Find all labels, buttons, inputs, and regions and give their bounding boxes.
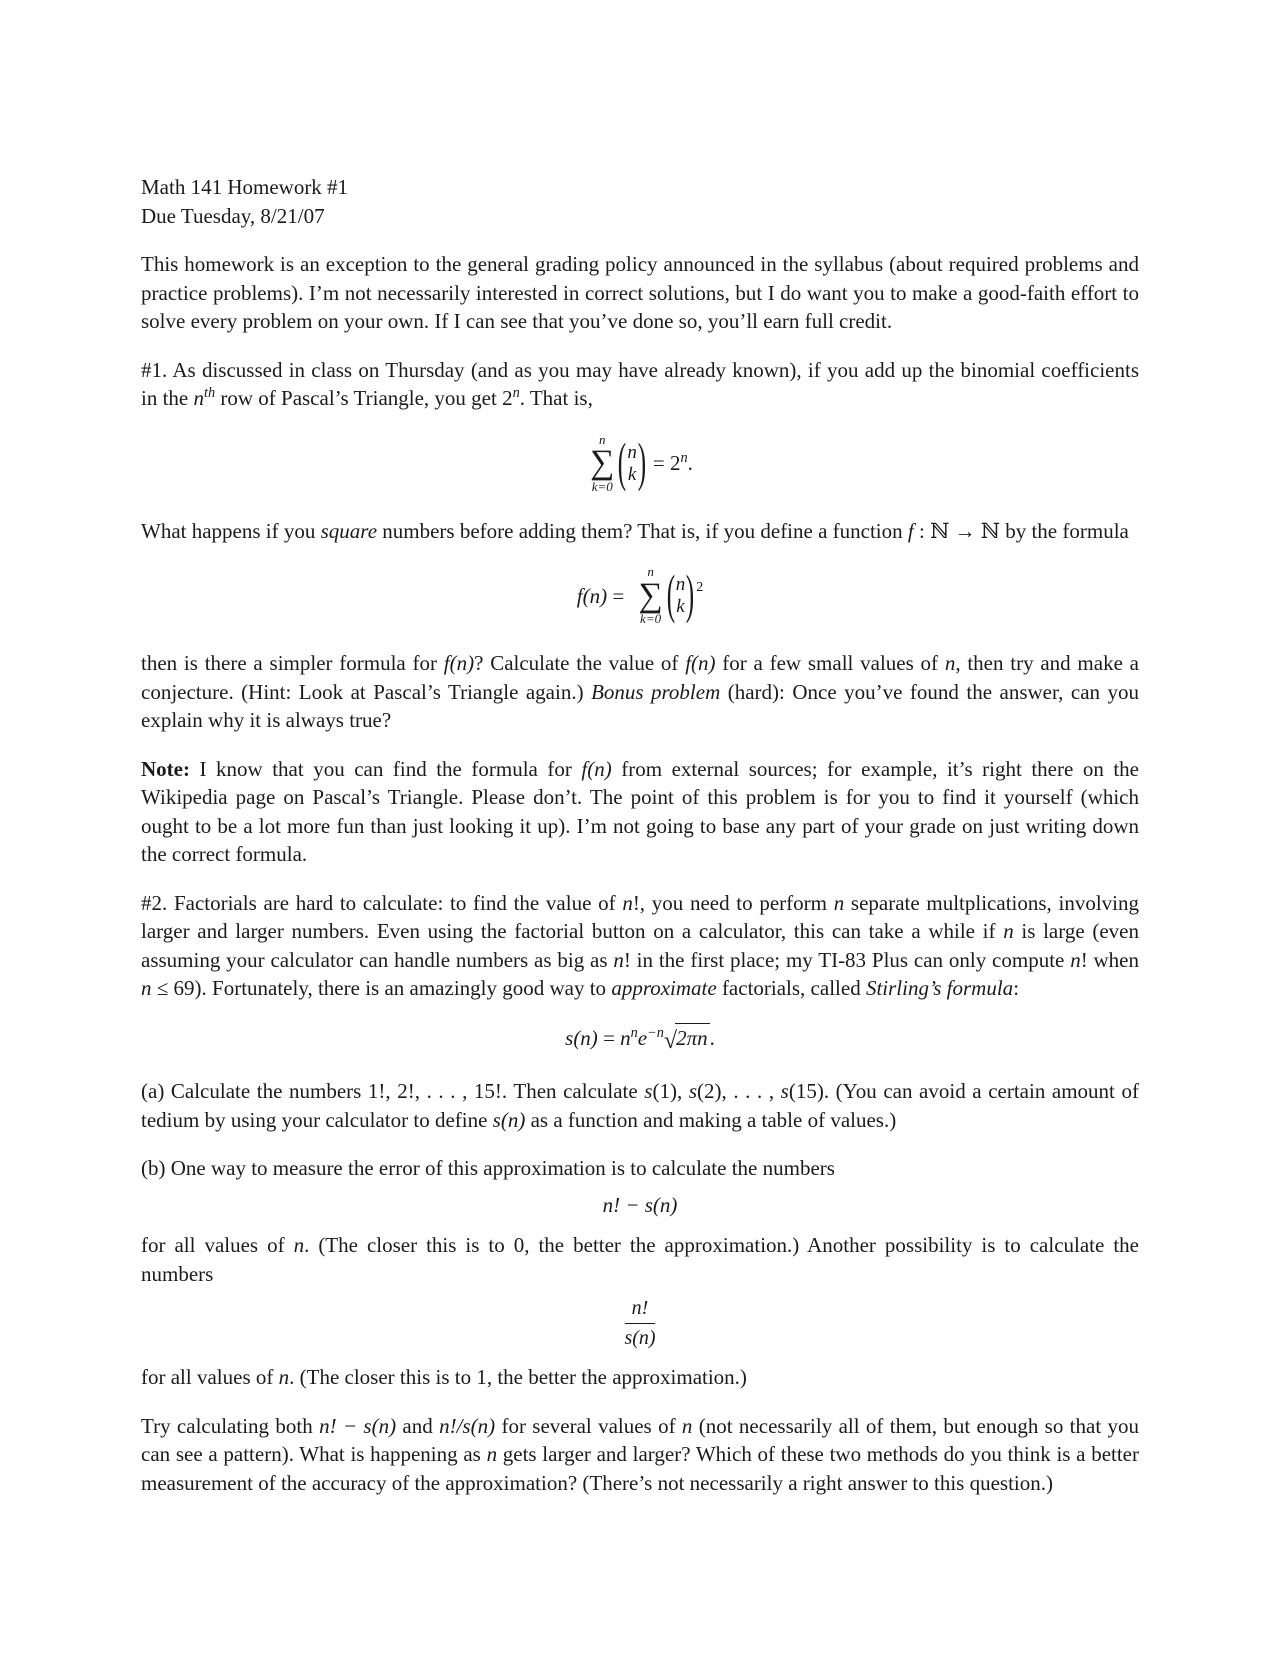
paragraph-intro xyxy=(141,250,1139,336)
text-run: (a) Calculate the numbers 1!, 2!, . . . , 15!. Then calculate xyxy=(141,1079,645,1104)
text-run: (not necessarily all of them, but enough so that you can see a pattern). What is happening as xyxy=(141,1413,1140,1467)
sigma-symbol: ∑ xyxy=(590,444,615,482)
equation-row xyxy=(577,565,703,627)
text-run: and xyxy=(396,1413,440,1438)
text-run: factorials, called xyxy=(716,976,866,1001)
radicand: 2πn xyxy=(675,1023,710,1053)
paragraph-conjecture xyxy=(141,649,1139,735)
text-run: n xyxy=(681,1413,693,1438)
paragraph-try-calculating xyxy=(141,1412,1139,1498)
binomial-coefficient xyxy=(617,434,647,493)
text-run: s(n) xyxy=(492,1107,526,1132)
text-run: Stirling’s formula xyxy=(865,976,1014,1001)
text-run: : ℕ → ℕ by the formula xyxy=(913,518,1129,543)
text-run: f(n) xyxy=(685,651,716,676)
text-run: What happens if you xyxy=(141,518,321,543)
binom-bottom: k xyxy=(627,463,637,485)
text-run: ? Calculate the value of xyxy=(474,651,686,676)
binom-stack xyxy=(627,442,637,486)
text-run: (15). (You can avoid a certain amount of tedium by using your calculator to define xyxy=(141,1079,1139,1132)
binomial-coefficient xyxy=(666,567,696,626)
equation-row xyxy=(565,1024,715,1054)
close-paren: ) xyxy=(686,567,695,626)
text-run: f xyxy=(907,518,914,543)
text-run: !, you need to perform xyxy=(632,890,834,915)
text-run: numbers before adding them? That is, if you define a function xyxy=(377,518,908,543)
text-run: Try calculating both xyxy=(141,1413,320,1438)
text-run: n xyxy=(613,947,624,972)
text-run: then is there a simpler formula for xyxy=(141,651,444,676)
n-base: n xyxy=(620,1025,631,1050)
text-run: (hard): Once you’ve found the answer, can you explain why it is always true? xyxy=(141,679,1139,733)
text-run: gets larger and larger? Which of these two methods do you think is a better measurement of the accuracy of the approximation? (There’s not necessarily a right answer to this question.) xyxy=(141,1442,1139,1495)
text-run: for all values of xyxy=(141,1233,294,1258)
equation-binomial-sum xyxy=(141,433,1139,495)
s-of-n: s(n) xyxy=(565,1025,598,1050)
paragraph-part-a xyxy=(141,1077,1139,1134)
text-run: for a few small values of xyxy=(715,651,945,676)
equation-row xyxy=(587,433,693,495)
sigma-symbol: ∑ xyxy=(638,577,663,615)
equals-sign: = xyxy=(607,584,630,608)
text-run: n xyxy=(1070,947,1081,972)
e-exponent: −n xyxy=(647,1024,664,1041)
binomial-squared xyxy=(666,567,704,626)
text-run: . (The closer this is to 1, the better the approximation.) xyxy=(289,1365,747,1390)
text-run: n! − s(n) xyxy=(319,1413,397,1438)
paragraph-problem1 xyxy=(141,356,1139,413)
text-run: n xyxy=(833,890,845,915)
text-run: th xyxy=(204,385,216,401)
text-run: n xyxy=(193,386,204,410)
f-of-n: f(n) xyxy=(576,584,608,608)
e-base: e xyxy=(637,1025,648,1050)
text-run: n xyxy=(944,651,956,676)
text-run: n xyxy=(293,1233,305,1258)
text-run: square xyxy=(320,518,378,543)
text-run: . That is, xyxy=(519,386,593,410)
text-run: #2. Factorials are hard to calculate: to find the value of xyxy=(141,890,623,915)
open-paren: ( xyxy=(618,434,627,493)
text-run: (1), xyxy=(652,1079,689,1104)
text-run: for several values of xyxy=(495,1413,682,1438)
ratio-fraction xyxy=(624,1296,655,1351)
header-due-date-line: Due Tuesday, 8/21/07 xyxy=(141,203,325,228)
equals-two: = 2 xyxy=(652,451,681,476)
summation xyxy=(590,433,614,495)
rhs-exponent: n xyxy=(680,450,688,467)
text-run: separate multplications, involving larger and larger numbers. Even using the factorial button on a calculator, this can take a while if xyxy=(141,890,1139,944)
binom-bottom: k xyxy=(676,596,685,618)
text-run: n xyxy=(512,385,520,401)
text-run: ! in the first place; my TI-83 Plus can only compute xyxy=(623,947,1071,972)
text-run: This homework is an exception to the general grading policy announced in the syllabus (about required problems and practice problems). I’m not necessarily interested in correct solutions, but I do want you to make a good-faith effort to solve every problem on your own. If I can see that you’ve done so, you’ll earn full credit. xyxy=(141,252,1139,333)
equation-rhs xyxy=(653,449,693,478)
text-run: row of Pascal’s Triangle, you get 2 xyxy=(215,386,513,410)
sum-upper-limit: n xyxy=(599,431,606,447)
open-paren: ( xyxy=(666,567,675,626)
document-header xyxy=(141,173,1139,230)
text-run: n xyxy=(486,1442,498,1467)
text-run: approximate xyxy=(611,976,717,1001)
text-run: is large (even assuming your calculator can handle numbers as big as xyxy=(141,919,1140,972)
paragraph-square-question xyxy=(141,517,1139,546)
text-run: Bonus problem xyxy=(591,679,721,704)
text-run: s xyxy=(644,1079,653,1104)
fraction-denominator: s(n) xyxy=(624,1327,656,1350)
header-title-line: Math 141 Homework #1 xyxy=(141,175,349,199)
equation-stirling xyxy=(141,1023,1139,1056)
equals-sign: = xyxy=(597,1025,621,1050)
text-run: from external sources; for example, it’s right there on the Wikipedia page on Pascal’s Triangle. Please don’t. The point of this problem is for you to find it yourself (which ought to be a lot more fun than just looking it up). I’m not going to base any part of your grade on just writing down the correct formula. xyxy=(141,756,1139,867)
paragraph-closer-to-0 xyxy=(141,1231,1139,1288)
text-run: f(n) xyxy=(581,756,612,781)
paragraph-problem2 xyxy=(141,889,1139,1003)
equation-f-definition xyxy=(141,565,1139,627)
text-run: for all values of xyxy=(141,1365,279,1390)
eq-period: . xyxy=(709,1025,715,1050)
text-run: I know that you can find the formula for xyxy=(189,756,582,781)
difference-expression: n! − s(n) xyxy=(602,1192,678,1217)
text-run: #1. As discussed in class on Thursday (and as you may have already known), if you add up the binomial coefficients in the xyxy=(141,357,1139,410)
n-exponent: n xyxy=(630,1024,638,1041)
sum-lower-limit: k=0 xyxy=(591,478,613,494)
text-run: Note: xyxy=(141,756,190,781)
text-run: n xyxy=(278,1365,290,1390)
exponent-two: 2 xyxy=(696,580,704,596)
text-run: ! when xyxy=(1080,947,1139,972)
text-run: s xyxy=(688,1079,697,1104)
equation-error-ratio xyxy=(141,1296,1139,1351)
sum-upper-limit: n xyxy=(647,564,654,580)
text-run: n xyxy=(141,976,152,1001)
equation-error-difference xyxy=(141,1191,1139,1220)
radical-sign: √ xyxy=(663,1027,678,1054)
text-run: s xyxy=(780,1079,789,1104)
text-run: n!/s(n) xyxy=(439,1413,496,1438)
text-run: n xyxy=(1003,919,1014,944)
text-run: as a function and making a table of values.) xyxy=(525,1107,897,1132)
text-run: : xyxy=(1013,976,1020,1001)
paragraph-note xyxy=(141,755,1139,869)
text-run: ≤ 69). Fortunately, there is an amazingly good way to xyxy=(151,976,612,1001)
equation-lhs xyxy=(577,582,630,611)
text-run: (b) One way to measure the error of this approximation is to calculate the numbers xyxy=(141,1156,835,1181)
paragraph-closer-to-1 xyxy=(141,1363,1139,1392)
sum-lower-limit: k=0 xyxy=(640,611,662,627)
close-paren: ) xyxy=(637,434,647,493)
text-run: , then try and make a conjecture. (Hint: Look at Pascal’s Triangle again.) xyxy=(141,651,1139,704)
text-run: f(n) xyxy=(443,651,475,676)
text-run: . (The closer this is to 0, the better the approximation.) Another possibility is to calculate the numbers xyxy=(141,1233,1139,1286)
binom-top: n xyxy=(627,441,637,463)
text-run: (2), . . . , xyxy=(697,1079,781,1104)
paragraph-part-b xyxy=(141,1154,1139,1183)
binom-top: n xyxy=(675,574,686,596)
text-run: n xyxy=(622,890,633,915)
fraction-numerator: n! xyxy=(625,1296,656,1324)
rhs-period: . xyxy=(687,451,693,476)
summation xyxy=(638,565,662,627)
